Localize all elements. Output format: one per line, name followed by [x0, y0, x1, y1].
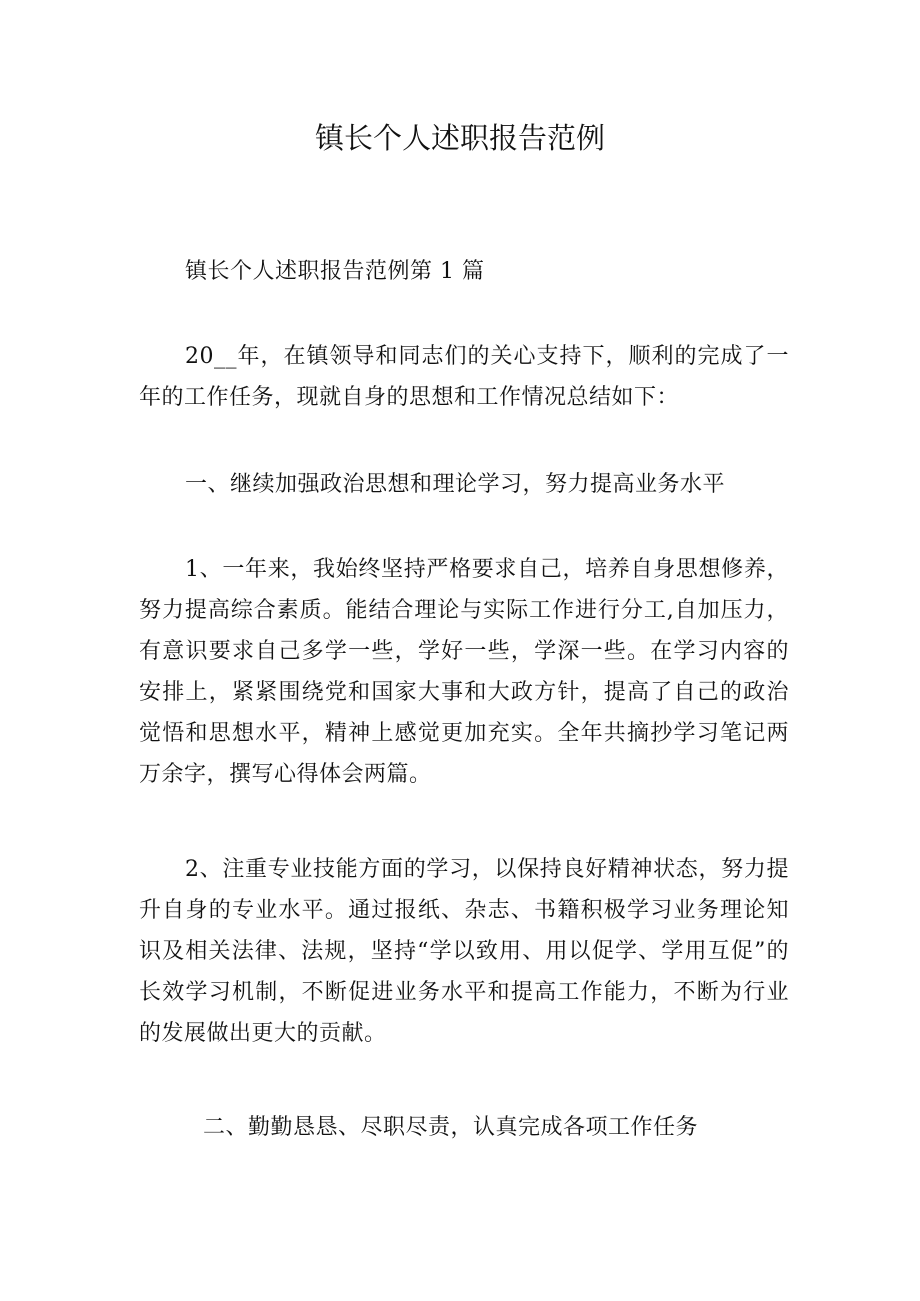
document-title: 镇长个人述职报告范例 — [314, 121, 605, 155]
intro-paragraph: 20__年，在镇领导和同志们的关心支持下，顺利的完成了一年的工作任务，现就自身的思想和工作情况总结如下： — [139, 344, 789, 410]
section-heading-1: 一、继续加强政治思想和理论学习，努力提高业务水平 — [185, 472, 726, 497]
section-heading-2: 二、勤勤恳恳、尽职尽责，认真完成各项工作任务 — [203, 1115, 699, 1140]
document-subtitle: 镇长个人述职报告范例第 1 篇 — [185, 259, 485, 284]
section-1-paragraph: 1、一年来，我始终坚持严格要求自己，培养自身思想修养，努力提高综合素质。能结合理论与实际工作进行分工,自加压力，有意识要求自己多学一些，学好一些，学深一些。在学习内容的安排上，紧紧围绕党和国家大事和大政方针，提高了自己的政治觉悟和思想水平，精神上感觉更加充实。全年共摘抄学习笔记两万余字，撰写心得体会两篇。 — [139, 557, 789, 787]
section-2-paragraph: 2、注重专业技能方面的学习，以保持良好精神状态，努力提升自身的专业水平。通过报纸、杂志、书籍积极学习业务理论知识及相关法律、法规，坚持“学以致用、用以促学、学用互促”的长效学习机制，不断促进业务水平和提高工作能力，不断为行业的发展做出更大的贡献。 — [139, 857, 789, 1046]
